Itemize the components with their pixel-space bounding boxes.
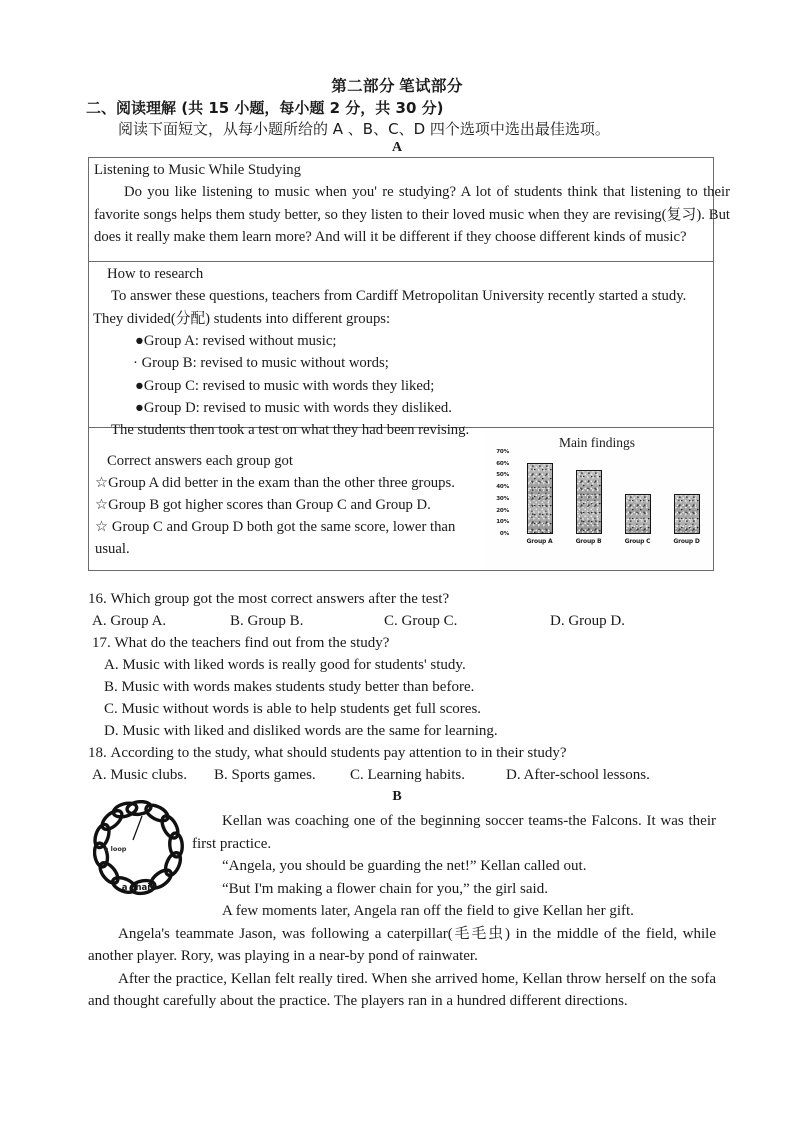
chart-bar-group	[624, 452, 651, 545]
q16-option-d[interactable]: D. Group D.	[550, 613, 625, 630]
chart-y-tick-label: 50%	[496, 472, 509, 479]
chart-category-label: Group C	[624, 537, 651, 545]
chart-y-tick-label: 30%	[496, 495, 509, 502]
q18-option-c[interactable]: C. Learning habits.	[350, 767, 465, 784]
group-item-d	[93, 397, 709, 419]
bullet-icon: ●	[135, 377, 144, 394]
star-icon: ☆	[95, 475, 109, 492]
passage-a-table	[88, 157, 730, 571]
q16-option-c[interactable]: C. Group C.	[384, 613, 458, 630]
chart-bar	[527, 463, 553, 534]
group-item-a-text: Group A: revised without music;	[143, 333, 337, 350]
passage-a-intro-paragraph: Do you like listening to music when you' re studying? A lot of students think that listening to their favorite songs helps them study better, so they listen to their loved music when they are revising(复习). But does it really make them learn more? And will it be different if they choose different kinds of music?	[94, 184, 730, 246]
q16-option-b[interactable]: B. Group B.	[230, 613, 304, 630]
chart-bar	[674, 494, 700, 534]
chart-title: Main findings	[558, 435, 636, 450]
part-title: 第二部分 笔试部分	[331, 78, 463, 95]
group-item-c	[93, 375, 709, 397]
passage-a-letter: A	[391, 140, 403, 155]
q18-option-a[interactable]: A. Music clubs.	[92, 767, 187, 784]
main-findings-chart	[481, 430, 713, 570]
passage-b-paragraph-3: “But I'm making a flower chain for you,” the girl said.	[222, 880, 548, 897]
question-18-options	[88, 764, 718, 786]
group-item-c-text: Group C: revised to music with words they liked;	[143, 377, 435, 394]
passage-a-findings-row	[89, 428, 713, 570]
chart-y-tick-label: 0%	[499, 530, 509, 537]
findings-list	[95, 450, 475, 560]
question-18	[88, 742, 718, 764]
q17-option-b[interactable]: B. Music with words makes students study better than before.	[104, 679, 475, 696]
passage-b-body	[88, 810, 716, 1013]
section-heading	[86, 97, 443, 118]
research-paragraph: To answer these questions, teachers from Cardiff Metropolitan University recently started a study. They divided(分配) students into different groups:	[93, 288, 687, 327]
chart-bars	[513, 452, 709, 548]
question-18-stem: According to the study, what should students pay attention to in their study?	[110, 745, 567, 762]
finding-item-3-text: Group C and Group D both got the same score, lower than usual.	[95, 519, 456, 558]
chart-bar	[625, 494, 651, 534]
chart-y-tick-label: 60%	[496, 460, 509, 467]
chart-category-label: Group B	[575, 537, 602, 545]
chart-y-tick-label: 40%	[496, 483, 509, 490]
question-16-stem: Which group got the most correct answers after the test?	[110, 591, 450, 607]
bullet-icon: ●	[135, 333, 144, 350]
finding-item-2	[95, 494, 475, 516]
group-item-a	[93, 330, 709, 352]
group-item-b-text: Group B: revised to music without words;	[141, 355, 389, 372]
chart-y-axis	[481, 448, 511, 548]
star-icon: ☆	[95, 497, 109, 514]
question-18-number: 18.	[88, 745, 107, 762]
q18-option-b[interactable]: B. Sports games.	[214, 767, 316, 784]
star-icon: ☆	[95, 519, 109, 536]
chain-loop-callout-label: a loop	[104, 845, 127, 853]
chart-bar-group	[526, 452, 553, 545]
passage-b-paragraph-1: Kellan was coaching one of the beginning soccer teams-the Falcons. It was their first practice.	[192, 813, 716, 852]
chart-bar-group	[673, 452, 700, 545]
bullet-icon: ●	[135, 400, 144, 417]
passage-b-paragraph-6: After the practice, Kellan felt really tired. When she arrived home, Kellan throw herself on the sofa and thought carefully about the practice. The players ran in a hundred different directions.	[88, 970, 716, 1009]
chart-bar	[576, 470, 602, 534]
question-17-stem: What do the teachers find out from the study?	[114, 635, 390, 652]
question-17-number: 17.	[92, 635, 111, 652]
finding-item-1-text: Group A did better in the exam than the other three groups.	[108, 475, 455, 492]
finding-item-2-text: Group B got higher scores than Group C and Group D.	[108, 497, 431, 514]
finding-item-1	[95, 472, 475, 494]
research-closing-line: The students then took a test on what they had been revising.	[111, 422, 470, 439]
question-16-number: 16.	[88, 591, 107, 607]
passage-a-research-row	[89, 262, 713, 439]
passage-b-paragraph-2: “Angela, you should be guarding the net!” Kellan called out.	[222, 858, 587, 874]
passage-b-paragraph-5: Angela's teammate Jason, was following a caterpillar(毛毛虫) in the middle of the field, while another player. Rory, was playing in a near-by pond of rainwater.	[88, 925, 716, 964]
q17-option-a[interactable]: A. Music with liked words is really good for students' study.	[104, 657, 466, 674]
chart-category-label: Group A	[526, 537, 553, 545]
research-heading: How to research	[107, 266, 204, 282]
section-instruction: 阅读下面短文，从每小题所给的 A 、B、C、D 四个选项中选出最佳选项。	[118, 120, 610, 138]
finding-item-3	[95, 516, 475, 560]
passage-a-title: Listening to Music While Studying	[94, 162, 301, 178]
q17-option-d[interactable]: D. Music with liked and disliked words are the same for learning.	[104, 723, 498, 740]
q16-option-a[interactable]: A. Group A.	[92, 613, 167, 630]
chart-y-tick-label: 20%	[496, 507, 509, 514]
chart-category-label: Group D	[673, 537, 700, 545]
questions-block	[88, 588, 718, 786]
passage-b-letter: B	[392, 789, 402, 804]
findings-heading: Correct answers each group got	[107, 453, 293, 469]
question-16-options	[88, 610, 718, 632]
question-17	[88, 632, 718, 654]
chain-caption: a chain	[121, 883, 157, 893]
passage-a-intro-row	[89, 158, 730, 262]
passage-b-paragraph-4: A few moments later, Angela ran off the field to give Kellan her gift.	[222, 903, 634, 919]
chart-y-tick-label: 70%	[496, 448, 509, 455]
question-16	[88, 588, 718, 610]
q17-option-c[interactable]: C. Music without words is able to help students get full scores.	[104, 701, 482, 718]
bullet-icon: ·	[133, 355, 138, 372]
chart-bar-group	[575, 452, 602, 545]
q18-option-d[interactable]: D. After-school lessons.	[506, 767, 650, 784]
group-item-d-text: Group D: revised to music with words they disliked.	[143, 400, 452, 417]
section-heading-detail: (共 15 小题，每小题 2 分，共 30 分)	[176, 99, 444, 117]
group-item-b	[93, 352, 709, 374]
chart-y-tick-label: 10%	[496, 519, 509, 526]
section-heading-prefix: 二、阅读理解	[86, 99, 177, 117]
